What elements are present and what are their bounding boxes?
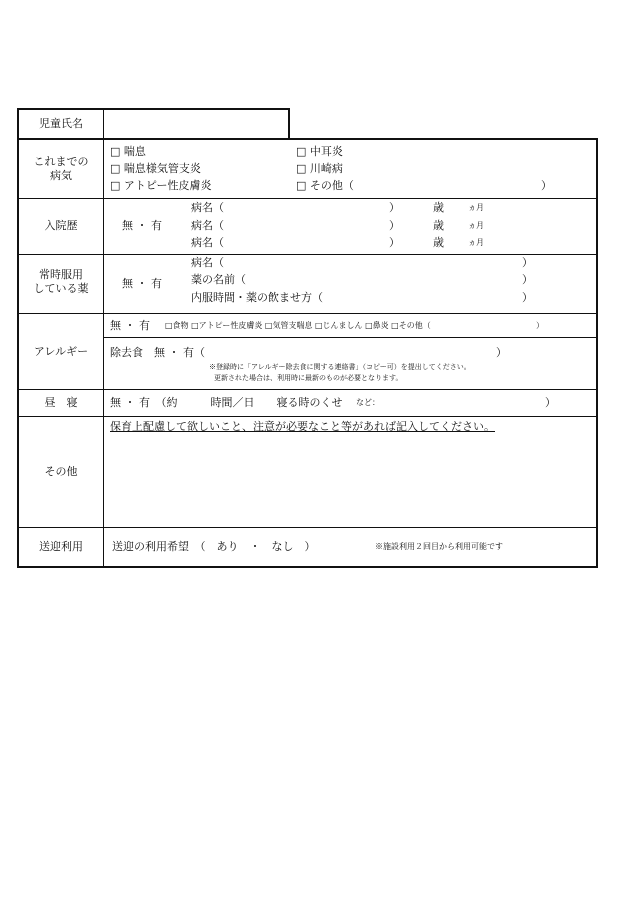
- hospital-age-3: 歳: [433, 236, 444, 249]
- nap-suffix: など：: [356, 398, 380, 407]
- row-divider: [17, 198, 597, 199]
- transport-note: ※施設利用２回目から利用可能です: [375, 542, 503, 551]
- hospital-disease-2: 病名（: [191, 219, 224, 232]
- row-divider: [17, 254, 597, 255]
- row-divider: [17, 313, 597, 314]
- border: [596, 138, 598, 568]
- hospital-label: 入院歴: [44, 219, 78, 232]
- illness-other-close: ）: [541, 179, 552, 192]
- allergy-removal-close: ）: [496, 346, 507, 359]
- nap-label: 昼 寝: [44, 396, 78, 409]
- transport-choice[interactable]: 送迎の利用希望 （ あり ・ なし ）: [112, 540, 316, 553]
- illness-checkbox-asthma[interactable]: □ 喘息: [110, 145, 146, 158]
- allergy-note-line2: 更新された場合は、利用時に最新のものが必要となります。: [214, 374, 403, 382]
- medicine-disease: 病名（: [191, 256, 224, 269]
- hospital-close-3: ）: [389, 236, 400, 249]
- illness-checkbox-kawasaki[interactable]: □ 川崎病: [296, 162, 343, 175]
- nap-close: ）: [545, 396, 556, 409]
- child-name-label: 児童氏名: [39, 117, 83, 130]
- hospital-month-1: ヵ月: [468, 203, 484, 212]
- illness-checkbox-other[interactable]: □ その他（: [296, 179, 354, 192]
- hospital-age-2: 歳: [433, 219, 444, 232]
- medicine-label-line1: 常時服用: [39, 268, 83, 281]
- medicine-label-line2: している薬: [33, 282, 89, 295]
- hospital-close-1: ）: [389, 201, 400, 214]
- row-divider: [104, 337, 597, 338]
- medicine-timing-close: ）: [522, 291, 533, 304]
- illness-checkbox-atopic-dermatitis[interactable]: □ アトピー性皮膚炎: [110, 179, 212, 192]
- hospital-age-1: 歳: [433, 201, 444, 214]
- border: [288, 108, 290, 139]
- allergy-choice[interactable]: 無 ・ 有: [110, 319, 150, 332]
- hospital-disease-3: 病名（: [191, 236, 224, 249]
- border: [17, 108, 289, 110]
- border: [17, 566, 598, 568]
- medicine-timing: 内服時間・薬の飲ませ方（: [191, 291, 323, 304]
- medicine-name: 薬の名前（: [191, 273, 246, 286]
- other-label: その他: [44, 465, 78, 478]
- hospital-month-3: ヵ月: [468, 238, 484, 247]
- hospital-month-2: ヵ月: [468, 221, 484, 230]
- column-divider: [103, 108, 104, 568]
- allergy-label: アレルギー: [33, 345, 89, 358]
- illness-checkbox-asthmatic-bronchitis[interactable]: □ 喘息様気管支炎: [110, 162, 201, 175]
- medicine-name-close: ）: [522, 273, 533, 286]
- hospital-disease-1: 病名（: [191, 201, 224, 214]
- allergy-removal[interactable]: 除去食 無 ・ 有（: [110, 346, 205, 359]
- other-field[interactable]: [105, 436, 595, 525]
- border: [17, 138, 598, 140]
- illness-label-line2: 病気: [50, 169, 72, 182]
- allergy-note-line1: ※登録時に「アレルギー除去食に関する連絡書」（コピー可）を提出してください。: [209, 363, 471, 371]
- transport-label: 送迎利用: [39, 540, 83, 553]
- child-name-field[interactable]: [105, 111, 287, 137]
- nap-text[interactable]: 無 ・ 有 （約 時間／日 寝る時のくせ: [110, 396, 343, 409]
- illness-label-line1: これまでの: [33, 155, 89, 168]
- hospital-choice[interactable]: 無 ・ 有: [122, 219, 162, 232]
- other-instruction: 保育上配慮して欲しいこと、注意が必要なこと等があれば記入してください。: [110, 420, 495, 433]
- illness-checkbox-otitis-media[interactable]: □ 中耳炎: [296, 145, 343, 158]
- hospital-close-2: ）: [389, 219, 400, 232]
- row-divider: [17, 389, 597, 390]
- medicine-choice[interactable]: 無 ・ 有: [122, 277, 162, 290]
- medicine-disease-close: ）: [522, 256, 533, 269]
- row-divider: [17, 527, 597, 528]
- allergy-options-close: ）: [536, 321, 544, 330]
- row-divider: [17, 416, 597, 417]
- allergy-options[interactable]: □食物 □アトピー性皮膚炎 □気管支喘息 □じんましん □鼻炎 □その他（: [165, 321, 431, 330]
